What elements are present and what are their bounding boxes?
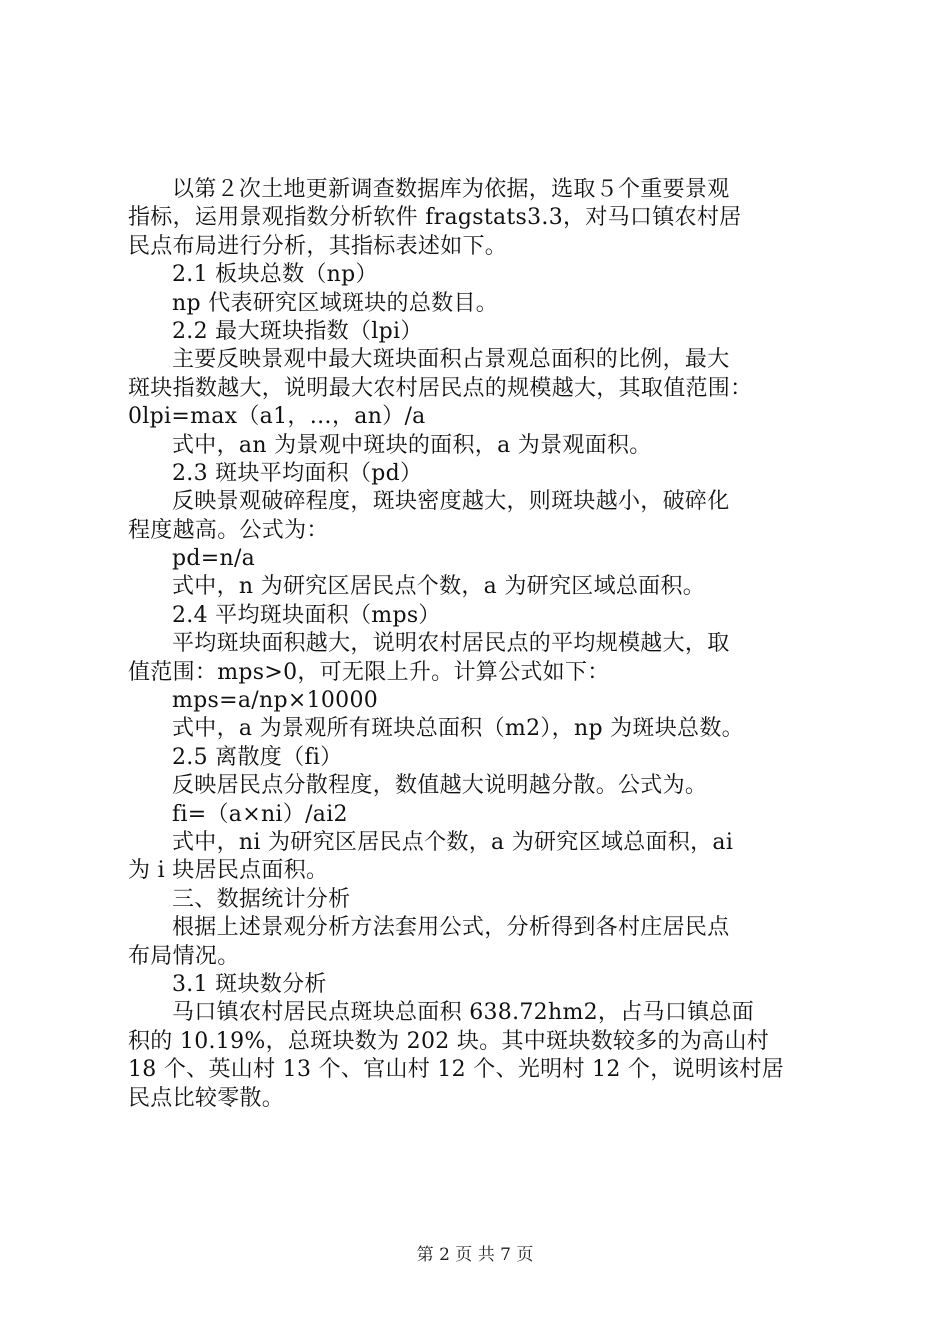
text-line: 值范围：mps>0，可无限上升。计算公式如下： [128,659,610,685]
text-line: 2.1 板块总数（np） [172,262,378,288]
text-line: 式中，ni 为研究区居民点个数，a 为研究区域总面积，ai [172,829,734,855]
text-line: 民点比较零散。 [128,1085,285,1111]
text-line: 马口镇农村居民点斑块总面积 638.72hm2，占马口镇总面 [172,1000,755,1026]
text-line: 18 个、英山村 13 个、官山村 12 个、光明村 12 个，说明该村居 [128,1057,785,1083]
text-line: pd=n/a [172,546,256,572]
text-line: 反映景观破碎程度，斑块密度越大，则斑块越小，破碎化 [172,489,730,515]
text-line: 2.5 离散度（fi） [172,744,343,770]
text-line: 根据上述景观分析方法套用公式，分析得到各村庄居民点 [172,915,730,941]
text-line: 3.1 斑块数分析 [172,971,327,997]
text-line: 2.4 平均斑块面积（mps） [172,602,441,628]
text-line: 反映居民点分散程度，数值越大说明越分散。公式为。 [172,773,708,799]
text-line: 为 i 块居民点面积。 [128,858,329,884]
text-line: 平均斑块面积越大，说明农村居民点的平均规模越大，取 [172,631,730,657]
text-line: 布局情况。 [128,943,240,969]
text-line: 以第２次土地更新调查数据库为依据，选取５个重要景观 [172,177,730,202]
page-footer: 第 2 页 共 7 页 [416,1245,534,1265]
text-line: 主要反映景观中最大斑块面积占景观总面积的比例，最大 [172,347,730,373]
text-line: 式中，a 为景观所有斑块总面积（m2），np 为斑块总数。 [172,716,744,742]
text-line: 积的 10.19%，总斑块数为 202 块。其中斑块数较多的为高山村 [128,1028,770,1054]
text-line: 0lpi=max（a1，…，an）/a [128,404,426,430]
text-line: 三、数据统计分析 [172,886,351,912]
text-line: 指标，运用景观指数分析软件 fragstats3.3，对马口镇农村居 [128,205,742,231]
text-line: 2.3 斑块平均面积（pd） [172,460,423,486]
text-line: 式中，n 为研究区居民点个数，a 为研究区域总面积。 [172,574,706,600]
text-line: 程度越高。公式为： [128,517,329,543]
text-line: fi=（a×ni）/ai2 [172,801,348,827]
text-line: 2.2 最大斑块指数（lpi） [172,318,423,344]
text-line: 民点布局进行分析，其指标表述如下。 [128,233,508,259]
text-line: 斑块指数越大，说明最大农村居民点的规模越大，其取值范围： [128,375,753,401]
body-text [128,176,838,1113]
text-line: 式中，an 为景观中斑块的面积，a 为景观面积。 [172,432,652,458]
text-line: np 代表研究区域斑块的总数目。 [172,290,499,316]
text-line: mps=a/np×10000 [172,688,379,714]
